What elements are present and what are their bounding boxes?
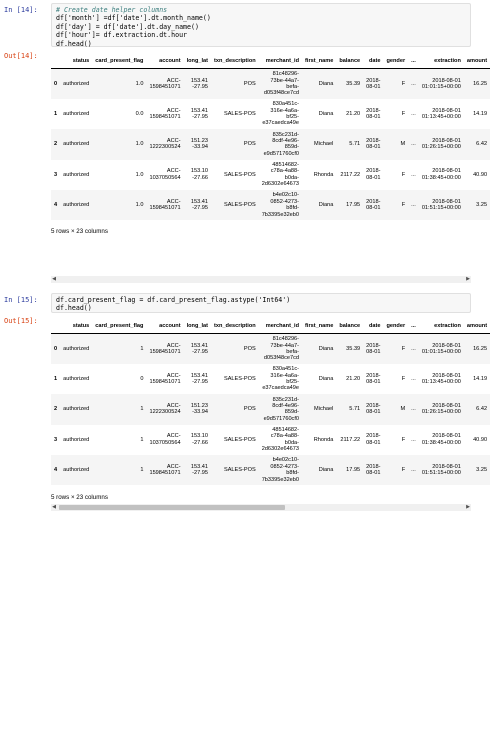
- table-cell: 2018- 08-01: [366, 77, 381, 90]
- table-cell: 2018-08-01 01:38:45+00:00: [421, 433, 461, 446]
- code-line: # Create date helper columns: [56, 6, 168, 14]
- table-cell: SALES-POS: [223, 467, 256, 474]
- table-cell: POS: [243, 141, 256, 148]
- code-line: df['hour']= df.extraction.dt.hour: [56, 31, 188, 40]
- table-cell: 21.20: [346, 110, 361, 117]
- column-header: txn_description: [211, 54, 259, 69]
- table-cell: authorized: [63, 202, 90, 209]
- scroll-right-icon[interactable]: ▶: [466, 276, 470, 282]
- row-index: 0: [54, 80, 58, 87]
- output-prompt: Out[14]:: [4, 52, 38, 60]
- table-cell: 17.95: [346, 202, 361, 209]
- table-cell: authorized: [63, 375, 90, 382]
- table-cell: b4e02c10- 0852-4273- b8fd- 7b3395e32eb0: [261, 192, 300, 218]
- table-cell: 1.0: [135, 171, 144, 178]
- table-cell: ...: [411, 80, 416, 87]
- table-row: [51, 364, 490, 394]
- table-cell: 14.19: [473, 375, 488, 382]
- table-cell: b4e02c10- 0852-4273- b8fd- 7b3395e32eb0: [261, 457, 300, 483]
- table-cell: ACC- 1598451071: [149, 342, 181, 355]
- table-cell: Diana: [318, 375, 334, 382]
- column-header: first_name: [302, 54, 336, 69]
- table-cell: 2018-08-01 01:26:15+00:00: [421, 138, 461, 151]
- table-cell: Rhonda: [313, 436, 334, 443]
- dataframe-summary: 5 rows × 23 columns: [51, 494, 108, 501]
- table-cell: ACC- 1037050564: [149, 168, 181, 181]
- table-cell: ACC- 1598451071: [149, 198, 181, 212]
- table-row: [51, 334, 490, 364]
- table-cell: authorized: [63, 141, 90, 148]
- table-cell: 40.90: [473, 436, 488, 443]
- column-header: card_present_flag: [92, 319, 146, 334]
- table-cell: SALES-POS: [223, 436, 256, 443]
- table-cell: 1.0: [135, 80, 144, 87]
- table-cell: 1.0: [135, 202, 144, 209]
- table-cell: 1: [140, 345, 144, 352]
- column-header: date: [363, 319, 383, 334]
- table-cell: 151.23 -33.94: [190, 403, 209, 416]
- table-cell: 1: [140, 406, 144, 413]
- table-cell: 153.41 -27.95: [190, 372, 209, 386]
- table-cell: POS: [243, 406, 256, 413]
- table-cell: 5.71: [349, 406, 361, 413]
- column-header: card_present_flag: [92, 54, 146, 69]
- column-header: merchant_id: [259, 319, 302, 334]
- table-cell: 2018- 08-01: [366, 372, 381, 386]
- table-cell: 3.25: [476, 202, 488, 209]
- row-index: 3: [54, 436, 58, 443]
- table-cell: ACC- 1598451071: [149, 372, 181, 386]
- table-row: [51, 129, 490, 159]
- row-index: 1: [54, 110, 58, 117]
- table-row: [51, 69, 490, 99]
- code-line: df.head(): [56, 39, 92, 48]
- table-cell: 2018- 08-01: [366, 168, 381, 181]
- table-cell: SALES-POS: [223, 375, 256, 382]
- column-header: status: [60, 54, 92, 69]
- table-cell: 153.10 -27.66: [190, 168, 209, 181]
- table-cell: ...: [411, 202, 416, 209]
- table-cell: authorized: [63, 345, 90, 352]
- table-cell: 2018-08-01 01:51:15+00:00: [421, 198, 461, 212]
- table-cell: 2018-08-01 01:01:15+00:00: [421, 342, 461, 355]
- table-cell: 1: [140, 436, 144, 443]
- table-cell: Michael: [314, 141, 334, 148]
- table-row: [51, 455, 490, 485]
- table-cell: ACC- 1598451071: [149, 77, 181, 90]
- table-cell: authorized: [63, 80, 90, 87]
- table-cell: 2117.22: [340, 171, 361, 178]
- table-cell: 2018- 08-01: [366, 403, 381, 416]
- code-line: df.head(): [56, 304, 92, 313]
- table-cell: 81c48296- 73be-44a7- befa- d053f48ce7cd: [263, 71, 300, 97]
- table-cell: 21.20: [346, 375, 361, 382]
- table-cell: 153.41 -27.95: [190, 107, 209, 121]
- dataframe-table: [51, 319, 490, 485]
- table-cell: ACC- 1222300524: [149, 403, 181, 416]
- table-cell: 2018-08-01 01:13:45+00:00: [421, 372, 461, 386]
- table-cell: 16.25: [473, 80, 488, 87]
- table-cell: ...: [411, 375, 416, 382]
- column-header: extraction: [419, 319, 464, 334]
- table-cell: ...: [411, 110, 416, 117]
- table-cell: Diana: [318, 80, 334, 87]
- table-cell: 14.19: [473, 110, 488, 117]
- table-cell: 2018- 08-01: [366, 433, 381, 446]
- dataframe-table: [51, 54, 490, 220]
- horizontal-scrollbar[interactable]: [51, 276, 471, 283]
- table-cell: 153.10 -27.66: [190, 433, 209, 446]
- table-cell: 81c48296- 73be-44a7- befa- d053f48ce7cd: [263, 336, 300, 362]
- table-cell: 2018- 08-01: [366, 107, 381, 121]
- column-header: balance: [336, 54, 363, 69]
- table-cell: POS: [243, 80, 256, 87]
- table-cell: 0.0: [135, 110, 144, 117]
- table-cell: 153.41 -27.95: [190, 198, 209, 212]
- table-cell: 40.90: [473, 171, 488, 178]
- table-cell: Diana: [318, 345, 334, 352]
- table-cell: authorized: [63, 467, 90, 474]
- table-cell: 2018- 08-01: [366, 138, 381, 151]
- column-header: [51, 319, 60, 334]
- table-cell: POS: [243, 345, 256, 352]
- table-cell: F: [401, 202, 406, 209]
- table-row: [51, 160, 490, 190]
- output-prompt: Out[15]:: [4, 317, 38, 325]
- table-cell: SALES-POS: [223, 171, 256, 178]
- row-index: 2: [54, 141, 58, 148]
- scroll-left-icon[interactable]: ◀: [52, 504, 56, 510]
- table-cell: F: [401, 110, 406, 117]
- column-header: account: [146, 319, 183, 334]
- row-index: 4: [54, 202, 58, 209]
- table-cell: ...: [411, 406, 416, 413]
- table-cell: 835c231d- 8cdf-4e96- 859d- e9d571760cf0: [263, 131, 300, 157]
- table-cell: 16.25: [473, 345, 488, 352]
- output-area: [51, 54, 488, 284]
- table-cell: SALES-POS: [223, 110, 256, 117]
- table-cell: authorized: [63, 406, 90, 413]
- input-prompt: In [15]:: [4, 296, 38, 304]
- input-prompt: In [14]:: [4, 6, 38, 14]
- column-header: merchant_id: [259, 54, 302, 69]
- scroll-left-icon[interactable]: ◀: [52, 276, 56, 282]
- table-cell: ACC- 1598451071: [149, 463, 181, 477]
- table-row: [51, 394, 490, 424]
- column-header: gender: [383, 54, 408, 69]
- table-cell: authorized: [63, 110, 90, 117]
- table-cell: 48514682- c78a-4a88- b0da- 2d6302e64673: [261, 427, 300, 453]
- code-line: df.card_present_flag = df.card_present_flag.astype('Int64'): [56, 296, 291, 304]
- table-cell: ...: [411, 345, 416, 352]
- table-cell: 2018- 08-01: [366, 198, 381, 212]
- table-row: [51, 99, 490, 129]
- table-cell: F: [401, 345, 406, 352]
- table-cell: 153.41 -27.95: [190, 463, 209, 477]
- row-index: 1: [54, 375, 58, 382]
- column-header: gender: [383, 319, 408, 334]
- table-cell: 153.41 -27.95: [190, 342, 209, 355]
- table-cell: 48514682- c78a-4a88- b0da- 2d6302e64673: [261, 162, 300, 188]
- table-cell: Diana: [318, 467, 334, 474]
- column-header: account: [146, 54, 183, 69]
- table-cell: 2117.22: [340, 436, 361, 443]
- table-cell: 830a451c- 316e-4a6a- bf25- e37caedca49e: [262, 101, 300, 127]
- table-cell: 2018-08-01 01:38:45+00:00: [421, 168, 461, 181]
- table-cell: authorized: [63, 436, 90, 443]
- table-cell: 0: [140, 375, 144, 382]
- scrollbar-thumb[interactable]: [59, 505, 285, 510]
- table-cell: ...: [411, 467, 416, 474]
- table-cell: M: [400, 141, 406, 148]
- table-cell: ...: [411, 141, 416, 148]
- column-header: ...: [408, 54, 419, 69]
- table-cell: 2018-08-01 01:01:15+00:00: [421, 77, 461, 90]
- column-header: amount: [464, 319, 490, 334]
- table-cell: Rhonda: [313, 171, 334, 178]
- table-cell: 153.41 -27.95: [190, 77, 209, 90]
- table-cell: 2018-08-01 01:13:45+00:00: [421, 107, 461, 121]
- table-cell: SALES-POS: [223, 202, 256, 209]
- table-cell: 3.25: [476, 467, 488, 474]
- column-header: long_lat: [184, 319, 211, 334]
- table-cell: authorized: [63, 171, 90, 178]
- column-header: date: [363, 54, 383, 69]
- column-header: ...: [408, 319, 419, 334]
- table-cell: 151.23 -33.94: [190, 138, 209, 151]
- table-cell: 6.42: [476, 406, 488, 413]
- code-editor[interactable]: [51, 293, 471, 313]
- table-row: [51, 190, 490, 220]
- code-line: df['day'] = df['date'].dt.day_name(): [56, 22, 199, 31]
- row-index: 2: [54, 406, 58, 413]
- row-index: 0: [54, 345, 58, 352]
- table-cell: 35.39: [346, 345, 361, 352]
- table-cell: 2018- 08-01: [366, 463, 381, 477]
- table-cell: M: [400, 406, 406, 413]
- table-cell: Diana: [318, 110, 334, 117]
- table-cell: F: [401, 436, 406, 443]
- table-cell: ACC- 1222300524: [149, 138, 181, 151]
- table-cell: 17.95: [346, 467, 361, 474]
- table-cell: 6.42: [476, 141, 488, 148]
- table-cell: 1: [140, 467, 144, 474]
- table-cell: Diana: [318, 202, 334, 209]
- table-cell: 2018- 08-01: [366, 342, 381, 355]
- output-area: [51, 319, 488, 519]
- scroll-right-icon[interactable]: ▶: [466, 504, 470, 510]
- table-cell: 835c231d- 8cdf-4e96- 859d- e9d571760cf0: [263, 396, 300, 422]
- table-cell: ...: [411, 171, 416, 178]
- table-cell: Michael: [314, 406, 334, 413]
- table-cell: 2018-08-01 01:51:15+00:00: [421, 463, 461, 477]
- column-header: extraction: [419, 54, 464, 69]
- column-header: long_lat: [184, 54, 211, 69]
- table-cell: F: [401, 171, 406, 178]
- column-header: amount: [464, 54, 490, 69]
- column-header: txn_description: [211, 319, 259, 334]
- row-index: 4: [54, 467, 58, 474]
- table-cell: 1.0: [135, 141, 144, 148]
- column-header: balance: [336, 319, 363, 334]
- table-cell: 35.39: [346, 80, 361, 87]
- horizontal-scrollbar[interactable]: [51, 504, 471, 511]
- code-line: df['month'] =df['date'].dt.month_name(): [56, 14, 211, 23]
- code-editor[interactable]: [51, 3, 471, 47]
- table-cell: 5.71: [349, 141, 361, 148]
- column-header: status: [60, 319, 92, 334]
- table-cell: F: [401, 467, 406, 474]
- table-cell: 2018-08-01 01:26:15+00:00: [421, 403, 461, 416]
- dataframe-summary: 5 rows × 23 columns: [51, 228, 108, 235]
- table-cell: 830a451c- 316e-4a6a- bf25- e37caedca49e: [262, 366, 300, 392]
- column-header: [51, 54, 60, 69]
- table-row: [51, 425, 490, 455]
- column-header: first_name: [302, 319, 336, 334]
- table-cell: ACC- 1037050564: [149, 433, 181, 446]
- row-index: 3: [54, 171, 58, 178]
- table-cell: F: [401, 80, 406, 87]
- table-cell: ACC- 1598451071: [149, 107, 181, 121]
- table-cell: F: [401, 375, 406, 382]
- table-cell: ...: [411, 436, 416, 443]
